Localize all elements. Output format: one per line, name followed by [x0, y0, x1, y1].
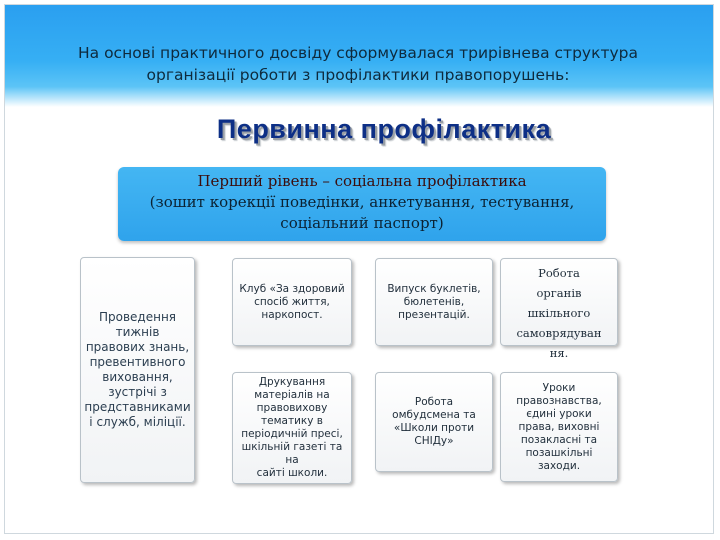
card-student-self-government: [500, 258, 618, 360]
card-text-line: Клуб «За здоровий: [239, 283, 345, 295]
card-law-lessons: [500, 372, 618, 482]
header-line-2: організації роботи з профілактики правопорушень:: [146, 66, 570, 84]
card-text-line: СНІДу»: [414, 435, 454, 447]
card-text-line: єдині уроки: [526, 407, 592, 420]
card-text-line: і служб, міліції.: [89, 415, 186, 429]
card-ombudsman: [375, 372, 493, 472]
card-text-line: шкільній газеті та на: [241, 441, 343, 466]
card-text-line: позакласні та: [520, 433, 598, 446]
card-text-line: шкільного: [527, 306, 591, 320]
card-text-line: сайті школи.: [256, 467, 328, 479]
card-text-line: правознавства,: [516, 394, 602, 407]
card-text-line: представниками: [84, 400, 191, 414]
card-text-line: Уроки: [542, 381, 576, 394]
card-text-line: самоврядуван: [516, 326, 602, 340]
level-one-detail-2: соціальний паспорт): [280, 214, 444, 232]
card-text-line: Друкування: [258, 376, 326, 388]
card-text-line: превентивного: [89, 355, 186, 369]
header-line-1: На основі практичного досвіду сформувалася трирівнева структура: [77, 44, 638, 62]
level-one-box: [118, 167, 606, 241]
card-text-line: презентацій.: [398, 308, 470, 321]
card-text-line: бюлетенів,: [403, 295, 465, 308]
level-one-detail-1: (зошит корекції поведінки, анкетування, тестування,: [149, 193, 575, 211]
card-text-line: правовихову: [256, 402, 328, 414]
card-legal-knowledge-weeks: [80, 257, 195, 483]
card-text-line: позашкільні: [525, 446, 593, 459]
card-text-line: зустрічі з: [108, 385, 167, 399]
card-booklets: [375, 258, 493, 346]
slide-header: [40, 42, 676, 86]
card-printing-materials: [232, 372, 352, 484]
card-text-line: Робота: [538, 266, 580, 280]
card-text-line: омбудсмена та: [392, 409, 476, 421]
card-healthy-lifestyle-club: [232, 258, 352, 346]
level-one-title: Перший рівень – соціальна профілактика: [197, 172, 527, 190]
card-text-line: Проведення: [98, 310, 177, 324]
card-text-line: заходи.: [537, 459, 581, 472]
card-text-line: наркопост.: [261, 309, 323, 321]
card-text-line: періодичній пресі,: [241, 428, 343, 440]
card-text-line: Випуск буклетів,: [387, 282, 481, 295]
card-text-line: матеріалів на: [254, 389, 330, 401]
card-text-line: «Школи проти: [393, 422, 475, 434]
card-text-line: спосіб життя,: [254, 296, 330, 308]
card-text-line: ня.: [549, 346, 569, 360]
card-text-line: права, виховні: [518, 420, 600, 433]
card-text-line: виховання,: [102, 370, 173, 384]
card-text-line: правових знань,: [85, 340, 190, 354]
main-title: Первинна профілактика: [216, 114, 552, 144]
card-text-line: тематику в: [261, 415, 323, 427]
card-text-line: тижнів: [115, 325, 160, 339]
card-text-line: органів: [536, 286, 582, 300]
card-text-line: Робота: [414, 396, 454, 408]
